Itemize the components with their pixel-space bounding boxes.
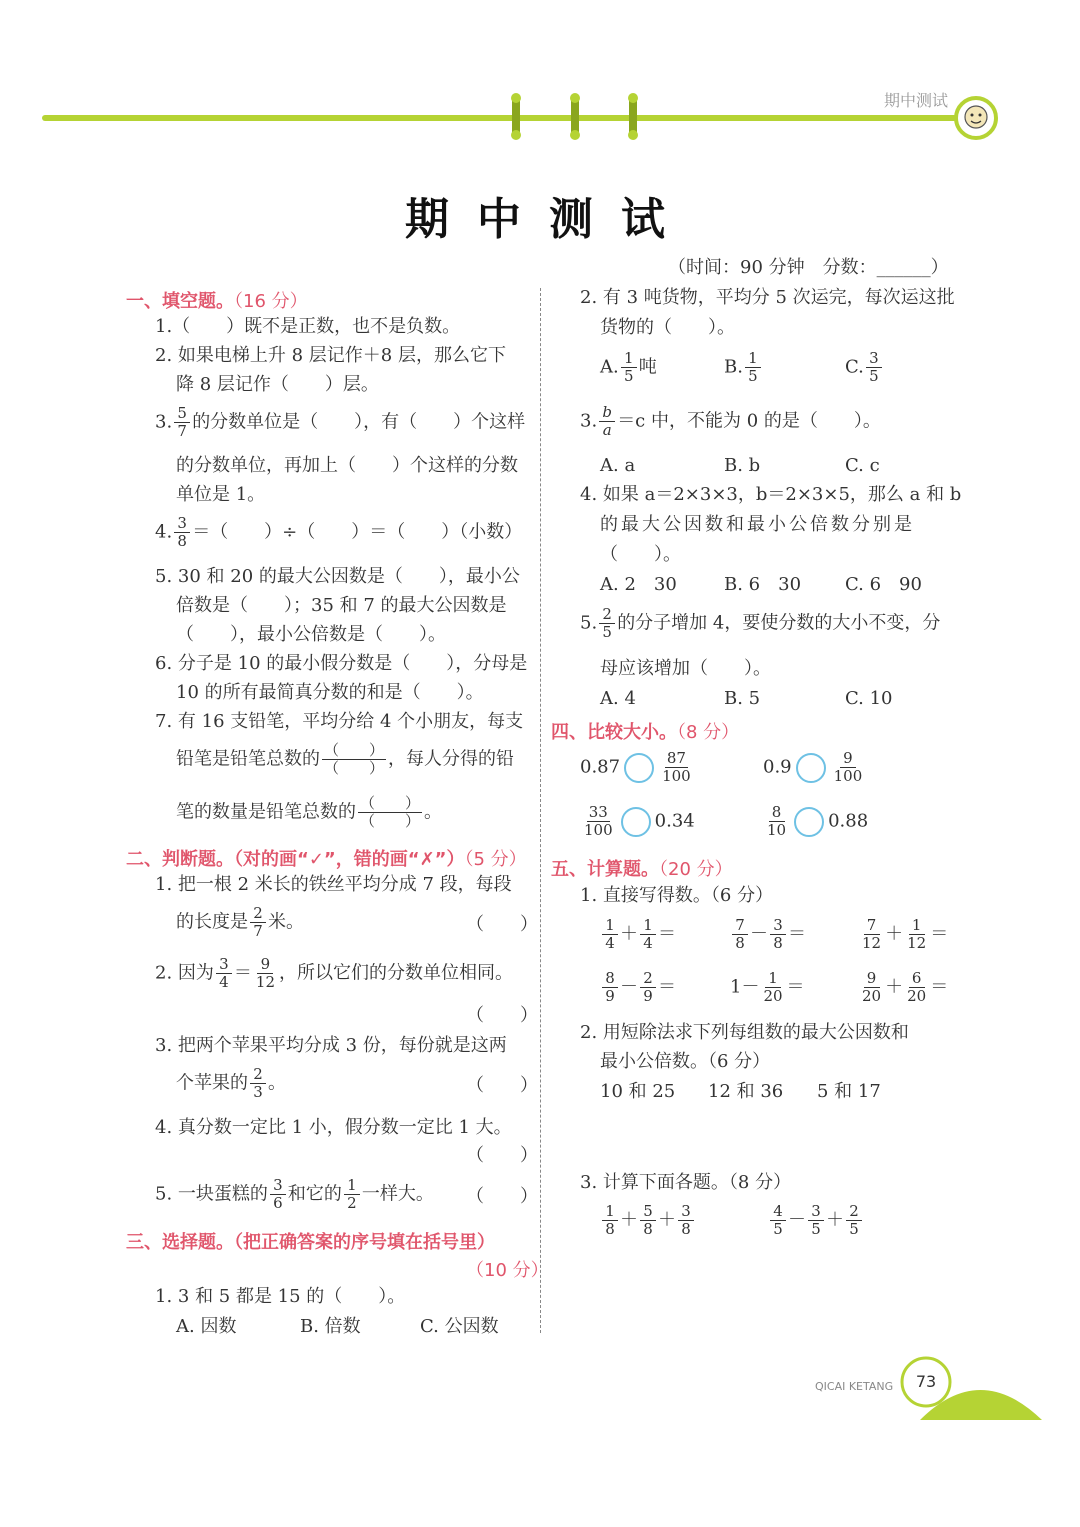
- s5-p2-group-1: 10 和 25: [600, 1081, 676, 1102]
- s3-q4b: 的最大公因数和最小公倍数分别是: [600, 514, 915, 535]
- section-4-heading: 四、比较大小。（8 分）: [551, 722, 740, 743]
- s3-q1: 1. 3 和 5 都是 15 的（ ）。: [155, 1286, 406, 1307]
- section-5-heading: 五、计算题。（20 分）: [551, 859, 733, 880]
- footer-brand: QICAI KETANG: [815, 1380, 894, 1393]
- s3-q2-option-b: B. $\frac{1}{5}$: [724, 350, 763, 385]
- s2-q5: 5. 一块蛋糕的 $\frac{3}{6}$ 和它的 $\frac{1}{2}$ 一样大。: [155, 1176, 434, 1212]
- s1-q1: 1.（ ）既不是正数，也不是负数。: [155, 316, 461, 337]
- s2-q4-judge[interactable]: （ ）: [466, 1145, 538, 1166]
- s3-q5-option-a: A. 4: [600, 688, 636, 709]
- page-title: 期中测试: [405, 194, 693, 245]
- section-3-points: （10 分）: [466, 1260, 549, 1281]
- calc-mixed-1: $\frac{1}{8}$ ＋ $\frac{5}{8}$ ＋ $\frac{3}{8}$: [600, 1203, 696, 1238]
- compare-circle-2[interactable]: [796, 753, 826, 783]
- s1-q3c: 单位是 1。: [176, 484, 266, 505]
- s1-q2b: 降 8 层记作（ ）层。: [176, 374, 379, 395]
- s5-p2a: 2. 用短除法求下列每组数的最大公因数和: [580, 1022, 909, 1043]
- s3-q4-option-a: A. 2 30: [600, 574, 677, 595]
- s3-q5-option-b: B. 5: [724, 688, 761, 709]
- s1-q6a: 6. 分子是 10 的最小假分数是（ ），分母是: [155, 653, 528, 674]
- s5-p2-group-2: 12 和 36: [708, 1081, 784, 1102]
- s1-q3b: 的分数单位，再加上（ ）个这样的分数: [176, 455, 518, 476]
- s1-q7b: 铅笔是铅笔总数的 $\frac{( )}{( )}$ ，每人分得的铅: [176, 741, 515, 777]
- compare-4: $\frac{8}{10}$ 0.88: [767, 803, 869, 839]
- mascot-icon: [956, 98, 996, 138]
- calc-expr-6: $\frac{9}{20}$ ＋ $\frac{6}{20}$ ＝: [862, 969, 949, 1005]
- s5-p2b: 最小公倍数。（6 分）: [600, 1051, 771, 1072]
- s2-q1-judge[interactable]: （ ）: [466, 914, 538, 935]
- s3-q5-option-c: C. 10: [845, 688, 893, 709]
- compare-1: 0.87 $\frac{87}{100}$: [580, 749, 691, 785]
- s5-p1: 1. 直接写得数。（6 分）: [580, 885, 774, 906]
- footer-decoration: [880, 1350, 1050, 1430]
- calc-expr-4: $\frac{8}{9}$ － $\frac{2}{9}$ ＝: [600, 970, 676, 1005]
- s5-p3: 3. 计算下面各题。（8 分）: [580, 1172, 792, 1193]
- compare-circle-4[interactable]: [794, 807, 824, 837]
- time-info: （时间：90 分钟 分数：______）: [668, 257, 949, 278]
- calc-mixed-2: $\frac{4}{5}$ － $\frac{3}{5}$ ＋ $\frac{2}{5}$: [768, 1203, 864, 1238]
- calc-expr-5: 1－ $\frac{1}{20}$ ＝: [730, 969, 805, 1005]
- s3-q3: 3. $\frac{b}{a}$ ＝c 中，不能为 0 的是（ ）。: [580, 403, 881, 439]
- s2-q5-judge[interactable]: （ ）: [466, 1186, 538, 1207]
- compare-3: $\frac{33}{100}$ 0.34: [584, 803, 695, 839]
- header-decoration: [0, 0, 1080, 160]
- compare-circle-3[interactable]: [621, 807, 651, 837]
- s3-q4c: （ ）。: [600, 544, 681, 565]
- s3-q1-option-b: B. 倍数: [300, 1316, 361, 1337]
- s2-q1a: 1. 把一根 2 米长的铁丝平均分成 7 段，每段: [155, 874, 512, 895]
- s3-q5b: 母应该增加（ ）。: [600, 658, 771, 679]
- s1-q5c: （ ），最小公倍数是（ ）。: [176, 624, 446, 645]
- s2-q1b: 的长度是 $\frac{2}{7}$ 米。: [176, 904, 304, 940]
- s3-q4a: 4. 如果 a＝2×3×3，b＝2×3×5，那么 a 和 b: [580, 484, 962, 505]
- header-label: 期中测试: [884, 91, 949, 110]
- s1-q2a: 2. 如果电梯上升 8 层记作＋8 层，那么它下: [155, 345, 506, 366]
- s3-q4-option-c: C. 6 90: [845, 574, 922, 595]
- s3-q3-option-b: B. b: [724, 455, 761, 476]
- compare-2: 0.9 $\frac{9}{100}$: [763, 749, 863, 785]
- s1-q4: 4. $\frac{3}{8}$ ＝（ ）÷（ ）＝（ ）（小数）: [155, 514, 523, 550]
- s3-q3-option-c: C. c: [845, 455, 880, 476]
- s1-q6b: 10 的所有最简真分数的和是（ ）。: [176, 682, 484, 703]
- s5-p2-group-3: 5 和 17: [817, 1081, 881, 1102]
- s3-q2a: 2. 有 3 吨货物，平均分 5 次运完，每次运这批: [580, 287, 955, 308]
- s2-q3a: 3. 把两个苹果平均分成 3 份，每份就是这两: [155, 1035, 507, 1056]
- s2-q3b: 个苹果的 $\frac{2}{3}$ 。: [176, 1065, 286, 1101]
- s1-q7a: 7. 有 16 支铅笔，平均分给 4 个小朋友，每支: [155, 711, 524, 732]
- s3-q3-option-a: A. a: [600, 455, 636, 476]
- section-3-heading: 三、选择题。（把正确答案的序号填在括号里）: [126, 1232, 495, 1253]
- s3-q1-option-c: C. 公因数: [420, 1316, 499, 1337]
- s3-q2-option-a: A. $\frac{1}{5}$ 吨: [600, 349, 657, 385]
- calc-expr-1: $\frac{1}{4}$ ＋ $\frac{1}{4}$ ＝: [600, 917, 676, 952]
- s3-q4-option-b: B. 6 30: [724, 574, 802, 595]
- s1-q3a: 3. $\frac{5}{7}$ 的分数单位是（ ），有（ ）个这样: [155, 404, 526, 440]
- s1-q7c: 笔的数量是铅笔总数的 $\frac{( )}{( )}$ 。: [176, 794, 443, 830]
- s2-q2: 2. 因为 $\frac{3}{4}$ ＝ $\frac{9}{12}$ ，所以它们的分数单位相同。: [155, 955, 513, 991]
- compare-circle-1[interactable]: [624, 753, 654, 783]
- calc-expr-2: $\frac{7}{8}$ － $\frac{3}{8}$ ＝: [730, 917, 806, 952]
- section-1-heading: 一、填空题。（16 分）: [126, 291, 308, 312]
- s2-q2-judge[interactable]: （ ）: [466, 1005, 538, 1026]
- s2-q3-judge[interactable]: （ ）: [466, 1075, 538, 1096]
- s3-q1-option-a: A. 因数: [176, 1316, 237, 1337]
- section-2-heading: 二、判断题。（对的画“✓”，错的画“✗”）（5 分）: [126, 849, 527, 870]
- s1-q5b: 倍数是（ ）；35 和 7 的最大公因数是: [176, 595, 507, 616]
- page-number: 73: [915, 1372, 937, 1391]
- calc-expr-3: $\frac{7}{12}$ ＋ $\frac{1}{12}$ ＝: [862, 916, 949, 952]
- s2-q4: 4. 真分数一定比 1 小，假分数一定比 1 大。: [155, 1117, 512, 1138]
- s3-q2b: 货物的（ ）。: [600, 317, 735, 338]
- s3-q2-option-c: C. $\frac{3}{5}$: [845, 350, 884, 385]
- s3-q5: 5. $\frac{2}{5}$ 的分子增加 4，要使分数的大小不变，分: [580, 605, 941, 641]
- s1-q5a: 5. 30 和 20 的最大公因数是（ ），最小公: [155, 566, 520, 587]
- column-divider: [540, 288, 541, 1333]
